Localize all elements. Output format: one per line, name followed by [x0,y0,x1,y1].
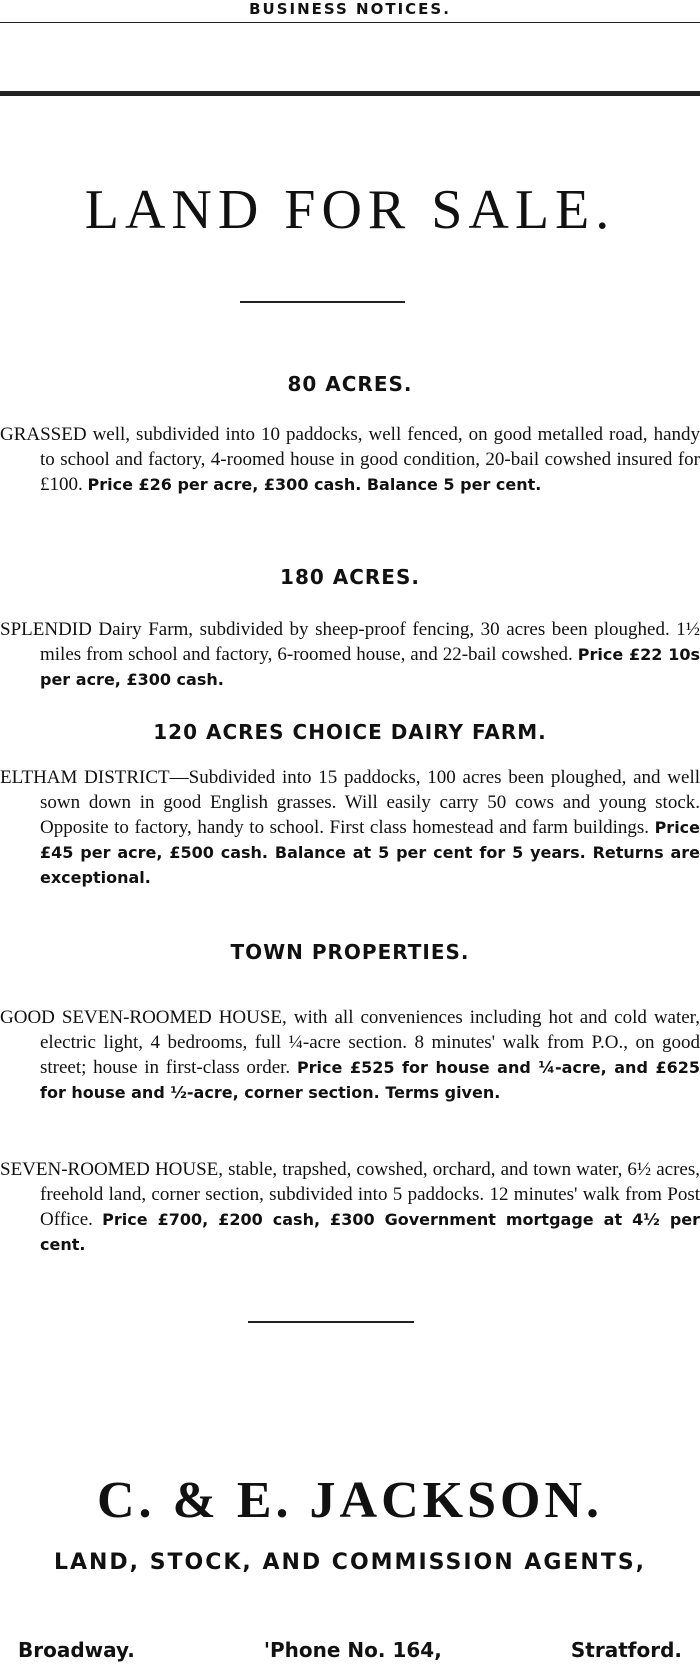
listing-price: Price £26 per acre, £300 cash. Balance 5 per cent. [87,475,542,494]
listing-180-acres [0,617,700,692]
listing-text: SEVEN-ROOMED HOUSE, stable, trapshed, cowshed, orchard, and town water, 6½ acres, freehold land, corner section, subdivided into 5 paddocks. 12 minutes' walk from Post Office. [0,1159,700,1230]
section-heading-80-acres: 80 ACRES. [287,372,413,396]
listing-seven-roomed-house-1 [0,1005,700,1105]
listing-text: GRASSED well, subdivided into 10 paddocks, well fenced, on good metalled road, handy to school and factory, 4-roomed house in good condition, 20-bail cowshed insured for £100. [0,424,700,495]
section-heading-180-acres: 180 ACRES. [280,565,420,589]
listing-price: Price £525 for house and ¼-acre, and £625 for house and ½-acre, corner section. Terms given. [40,1058,700,1102]
top-rule [0,22,700,23]
listing-80-acres [0,422,700,497]
section-header: BUSINESS NOTICES. [249,0,451,18]
footer-phone: 'Phone No. 164, [263,1638,442,1662]
firm-subtitle: LAND, STOCK, AND COMMISSION AGENTS, [53,1550,647,1575]
title-divider [240,301,405,303]
firm-divider [248,1321,414,1323]
section-heading-120-acres: 120 ACRES CHOICE DAIRY FARM. [153,720,547,744]
firm-name: C. & E. JACKSON. [96,1472,604,1529]
listing-120-acres [0,765,700,890]
listing-price: Price £22 10s per acre, £300 cash. [40,645,700,689]
advert-title: LAND FOR SALE. [84,179,616,241]
listing-text: GOOD SEVEN-ROOMED HOUSE, with all conveniences including hot and cold water, electric light, 4 bedrooms, full ¼-acre section. 8 minutes' walk from P.O., on good street; house in first-class order. [0,1007,700,1078]
section-heading-town-properties: TOWN PROPERTIES. [230,940,470,964]
listing-price: Price £45 per acre, £500 cash. Balance at 5 per cent for 5 years. Returns are exceptional. [40,818,700,887]
footer-town: Stratford. [570,1638,682,1662]
footer-contact [18,1638,682,1662]
listing-seven-roomed-house-2 [0,1157,700,1257]
listing-text: ELTHAM DISTRICT—Subdivided into 15 paddocks, 100 acres been ploughed, and well sown down in good English grasses. Will easily carry 50 cows and young stock. Opposite to factory, handy to school. First class homestead and farm buildings. [0,767,700,838]
thick-rule [0,91,700,96]
listing-price: Price £700, £200 cash, £300 Government mortgage at 4½ per cent. [40,1210,700,1254]
listing-text: SPLENDID Dairy Farm, subdivided by sheep-proof fencing, 30 acres been ploughed. 1½ miles from school and factory, 6-roomed house, and 22-bail cowshed. [0,619,700,665]
footer-address: Broadway. [18,1638,135,1662]
